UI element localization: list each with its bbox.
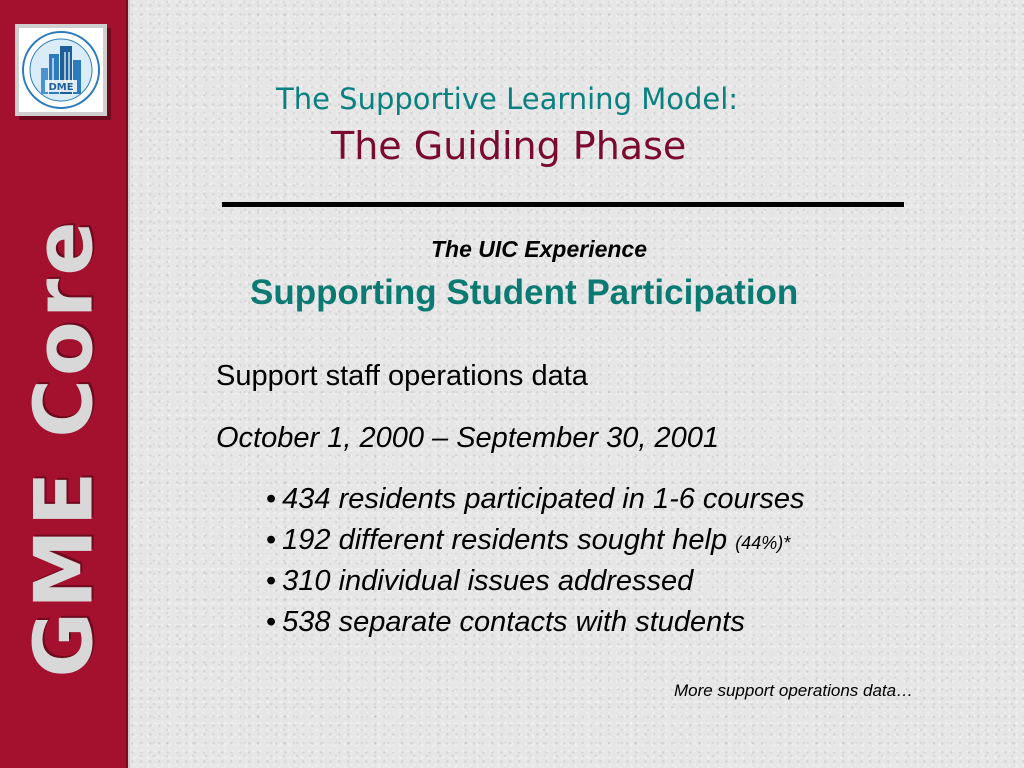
slide-title-line1: The Supportive Learning Model: — [276, 82, 739, 116]
bullet-dot: • — [266, 483, 277, 515]
bullet-item — [266, 522, 804, 563]
bullet-item — [266, 563, 804, 604]
bullet-text: 538 separate contacts with students — [282, 606, 745, 638]
section-subtitle: The UIC Experience — [431, 236, 648, 262]
bullet-note: (44%)* — [735, 533, 791, 553]
bullet-text: 310 individual issues addressed — [282, 565, 694, 597]
slide-title-line2: The Guiding Phase — [331, 124, 687, 168]
building-icon — [19, 28, 103, 112]
bullet-list — [266, 481, 804, 645]
bullet-dot: • — [266, 606, 277, 638]
dme-logo — [19, 28, 103, 112]
bullet-text: 192 different residents sought help — [282, 524, 728, 556]
more-data-link[interactable]: More support operations data… — [674, 681, 914, 700]
bullet-text: 434 residents participated in 1-6 courses — [282, 483, 805, 515]
bullet-dot: • — [266, 524, 277, 556]
body-intro: Support staff operations data — [216, 360, 588, 392]
sidebar — [0, 0, 128, 768]
bullet-item — [266, 481, 804, 522]
gme-core-vertical-title: GME Core — [17, 218, 111, 678]
body-date-range: October 1, 2000 – September 30, 2001 — [216, 422, 720, 454]
section-heading: Supporting Student Participation — [250, 273, 799, 312]
bullet-dot: • — [266, 565, 277, 597]
svg-text:DME: DME — [48, 82, 74, 93]
bullet-item — [266, 604, 804, 645]
title-divider — [222, 202, 904, 207]
logo-frame — [15, 24, 107, 116]
slide-content — [128, 0, 1024, 768]
